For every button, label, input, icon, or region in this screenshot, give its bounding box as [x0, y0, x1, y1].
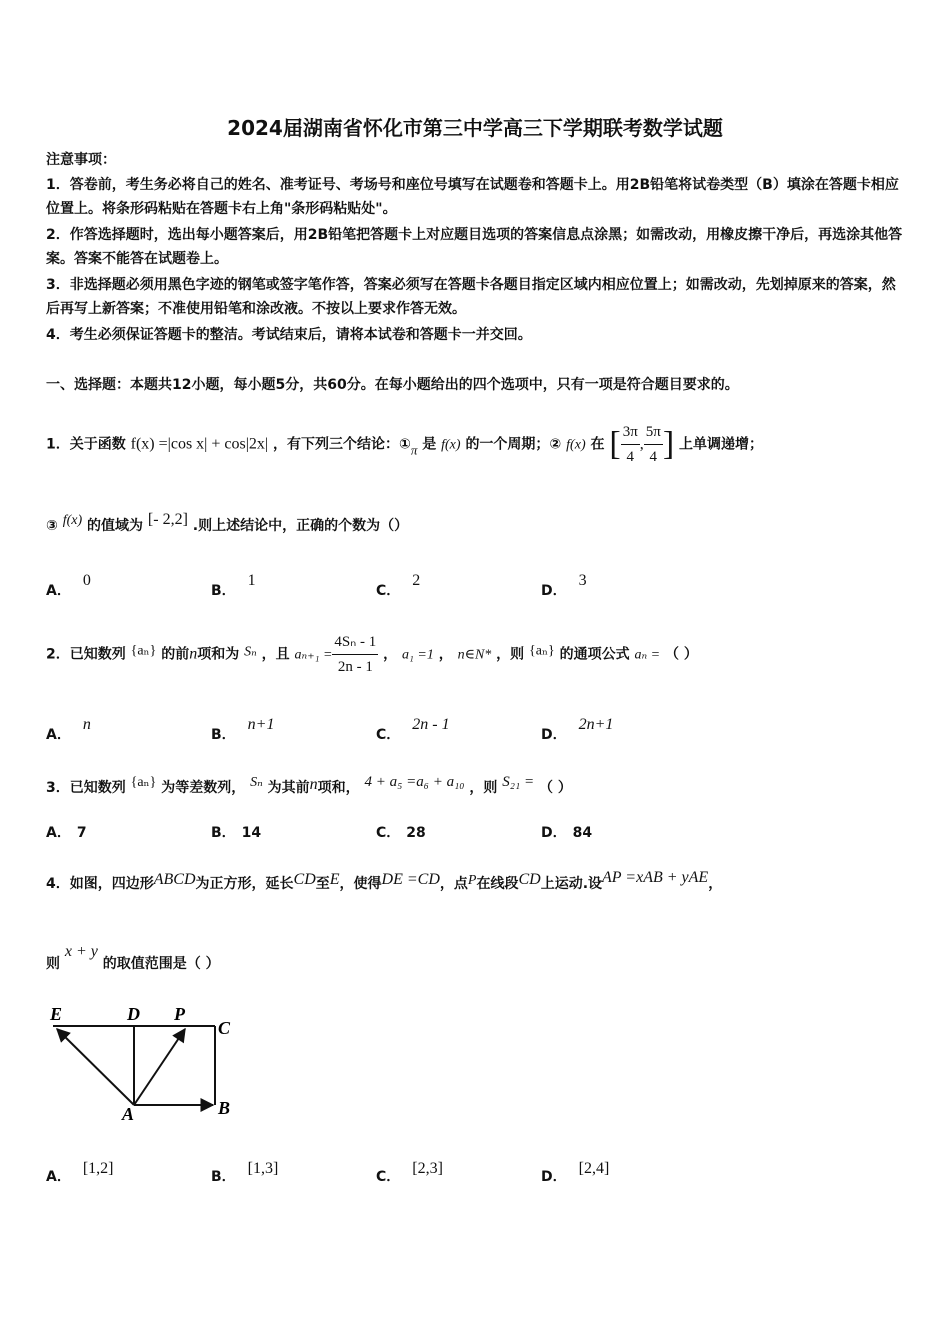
q4-option-a[interactable]: A． [1,2] [46, 1160, 114, 1185]
q1-option-c[interactable]: C．2 [376, 572, 421, 599]
q1-function: f(x) =|cos x| + cos|2x| [130, 435, 269, 453]
label-c: C [218, 1018, 231, 1038]
q4-option-d[interactable]: D． [2,4] [541, 1160, 610, 1185]
question-1-line-1: 1．关于函数 f(x) =|cos x| + cos|2x| ，有下列三个结论：①π 是 f(x) 的一个周期；② f(x) 在 [ $\frac{3\pi}{4}$ , $\frac{5\pi}{4}$ ] 上单调递增； [46, 420, 763, 469]
label-e: E [50, 1004, 63, 1024]
q1-option-a[interactable]: A．0 [46, 572, 91, 599]
q1-option-b[interactable]: B．1 [211, 572, 256, 599]
question-1-line-2: ③ f(x) 的值域为 [- 2,2] .则上述结论中，正确的个数为（） [46, 511, 409, 534]
q2-option-d[interactable]: D．2n+1 [541, 716, 614, 743]
label-a: A [122, 1104, 135, 1123]
label-p: P [174, 1004, 185, 1024]
notice-item-4: 4．考生必须保证答题卡的整洁。考试结束后，请将本试卷和答题卡一并交回。 [46, 327, 532, 343]
question-2: 2．已知数列 {aₙ} 的前n项和为 Sₙ ，且 aₙ₊₁ = $\frac{\text{4Sₙ - 1}}{2n - 1}$ ， a₁ =1 ， n∈N* ，则 {aₙ} 的通项公式 aₙ = （ ） [46, 630, 698, 679]
label-d: D [127, 1004, 140, 1024]
question-4-line-1: 4．如图，四边形ABCD为正方形，延长CD至E，使得DE =CD，点P在线段CD上运动.设AP =xAB + yAE， [46, 869, 723, 892]
notice-item-3: 3．非选择题必须用黑色字迹的钢笔或签字笔作答，答案必须写在答题卡各题目指定区域内相应位置上；如需改动，先划掉原来的答案，然后再写上新答案；不准使用铅笔和涂改液。不按以上要求作答无效。 [46, 277, 896, 317]
notice-item-2: 2．作答选择题时，选出每小题答案后，用2B铅笔把答题卡上对应题目选项的答案信息点涂黑；如需改动，用橡皮擦干净后，再选涂其他答案。答案不能答在试题卷上。 [46, 227, 903, 267]
vector-ae [57, 1029, 134, 1105]
q3-option-c[interactable]: C． 28 [376, 825, 426, 841]
q2-option-a[interactable]: A．n [46, 716, 91, 743]
q4-option-b[interactable]: B． [1,3] [211, 1160, 279, 1185]
q1-option-d[interactable]: D．3 [541, 572, 587, 599]
notice-item-1: 1．答卷前，考生务必将自己的姓名、准考证号、考场号和座位号填写在试题卷和答题卡上。用2B铅笔将试卷类型（B）填涂在答题卡相应位置上。将条形码粘贴在答题卡右上角"条形码粘贴处"。 [46, 177, 899, 217]
question-4-line-2: 则 x + y 的取值范围是（ ） [46, 943, 220, 972]
q2-option-b[interactable]: B．n+1 [211, 716, 275, 743]
page-title: 2024届湖南省怀化市第三中学高三下学期联考数学试题 [227, 116, 723, 140]
notice-heading: 注意事项： [46, 152, 116, 168]
q3-option-d[interactable]: D． 84 [541, 825, 593, 841]
q3-option-b[interactable]: B． 14 [211, 825, 262, 841]
section-heading: 一、选择题：本题共12小题，每小题5分，共60分。在每小题给出的四个选项中，只有一项是符合题目要求的。 [46, 377, 739, 393]
label-b: B [218, 1098, 231, 1118]
question-3: 3．已知数列 {aₙ} 为等差数列， Sₙ 为其前n项和， 4 + a₅ =a₆ + a₁₀ ，则 S₂₁ = （ ） [46, 774, 572, 796]
q4-option-c[interactable]: C． [2,3] [376, 1160, 443, 1185]
q3-option-a[interactable]: A． 7 [46, 825, 87, 841]
vector-ap [134, 1029, 185, 1105]
square-figure [40, 998, 250, 1123]
q2-option-c[interactable]: C．2n - 1 [376, 716, 450, 743]
